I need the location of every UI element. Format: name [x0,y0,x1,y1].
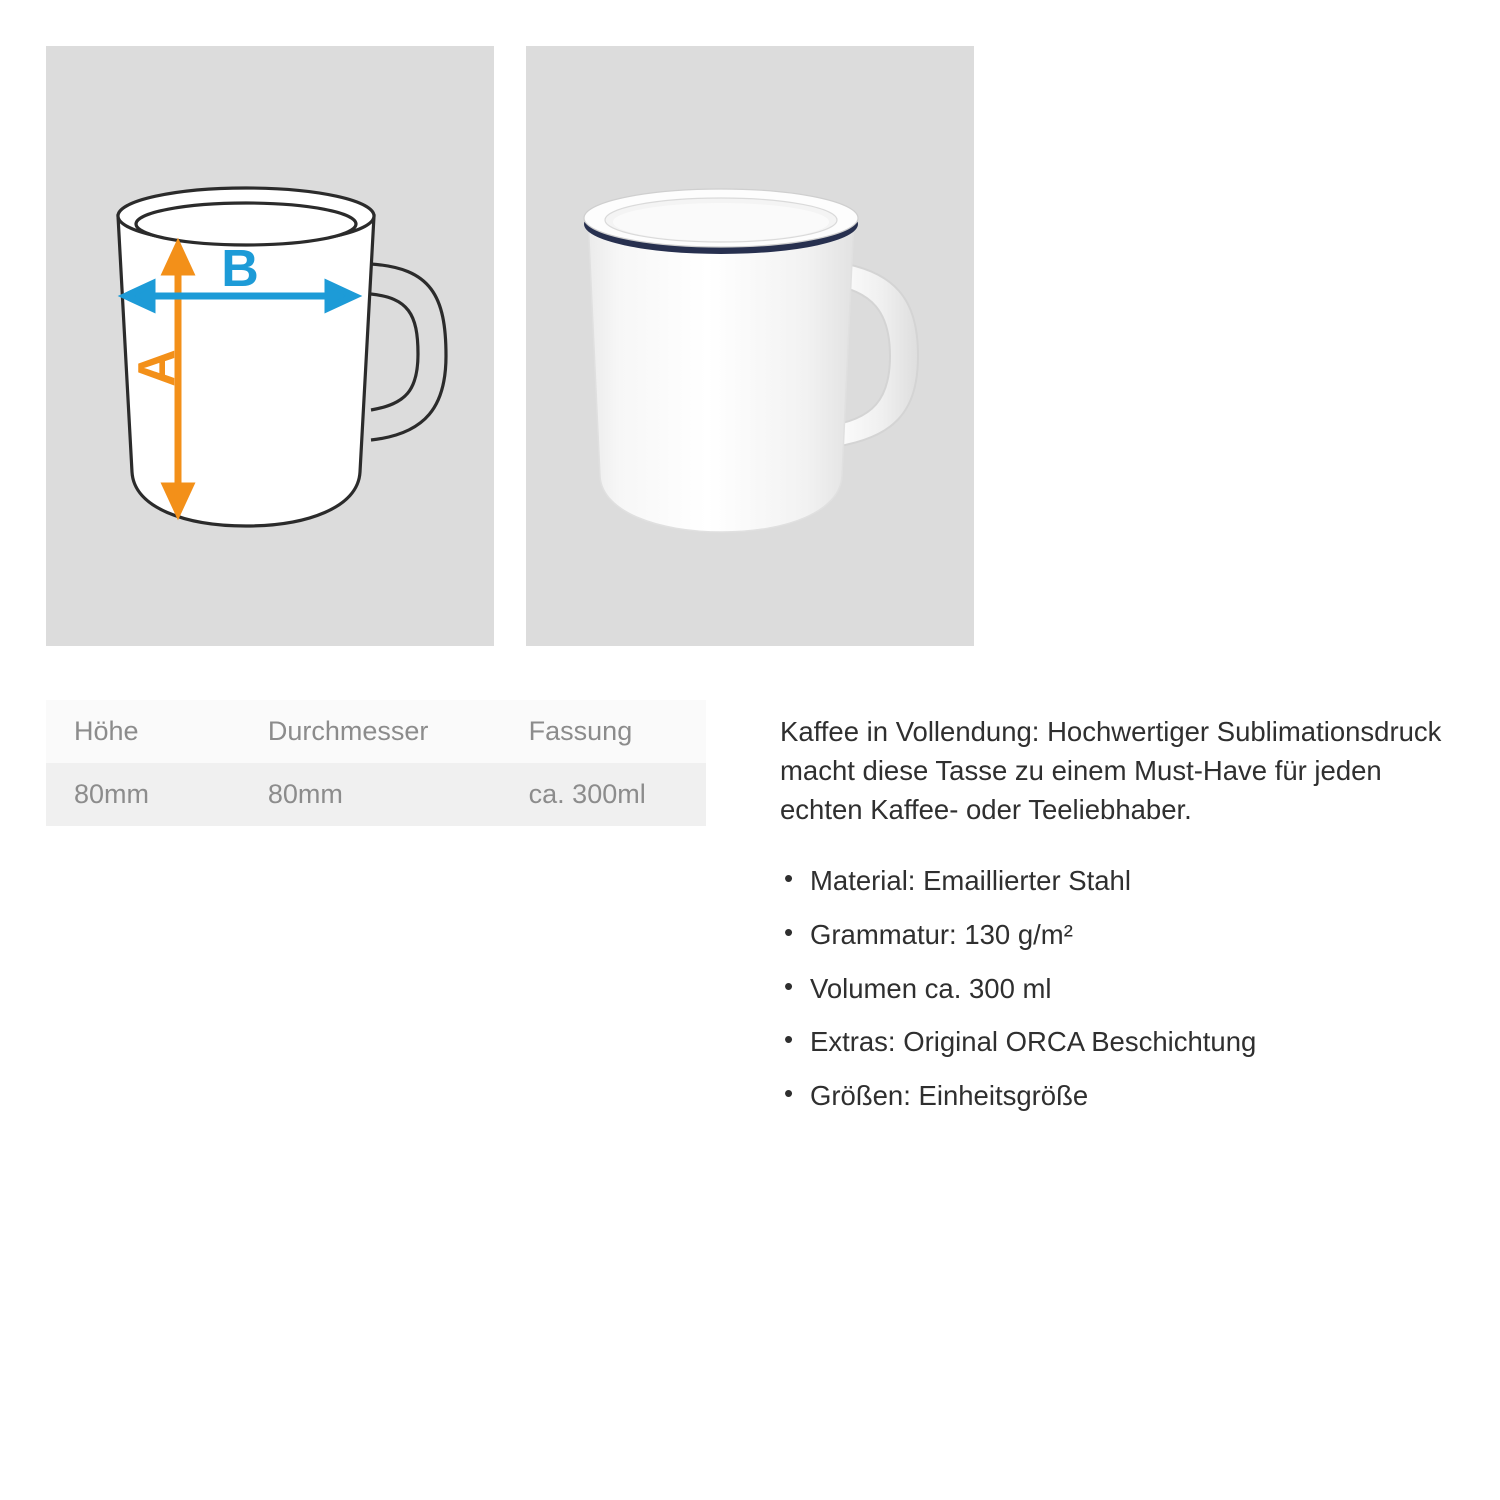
mug-dimensions-diagram [46,46,494,646]
value-diameter: 80mm [240,763,501,826]
product-image-gallery [46,46,974,646]
mug-product-photo [526,46,974,646]
product-description [780,712,1460,1132]
description-intro: Kaffee in Vollendung: Hochwertiger Sublimationsdruck macht diese Tasse zu einem Must-Have für jeden echten Kaffee- oder Teeliebhaber. [780,716,1442,826]
header-height: Höhe [46,700,240,763]
list-item: • Volumen ca. 300 ml [780,971,1460,1007]
value-height: 80mm [46,763,240,826]
diameter-label: B [221,240,259,298]
list-item: • Größen: Einheitsgröße [780,1078,1460,1114]
header-diameter: Durchmesser [240,700,501,763]
value-capacity: ca. 300ml [501,763,706,826]
list-item: • Material: Emaillierter Stahl [780,863,1460,899]
panel-dimensions[interactable] [46,46,494,646]
specification-table [46,700,706,826]
table-value-row [46,763,706,826]
list-item: • Extras: Original ORCA Beschichtung [780,1024,1460,1060]
table-header-row [46,700,706,763]
height-label: A [128,349,186,387]
list-item: • Grammatur: 130 g/m² [780,917,1460,953]
feature-list [780,863,1460,1114]
header-capacity: Fassung [501,700,706,763]
panel-product-photo[interactable] [526,46,974,646]
